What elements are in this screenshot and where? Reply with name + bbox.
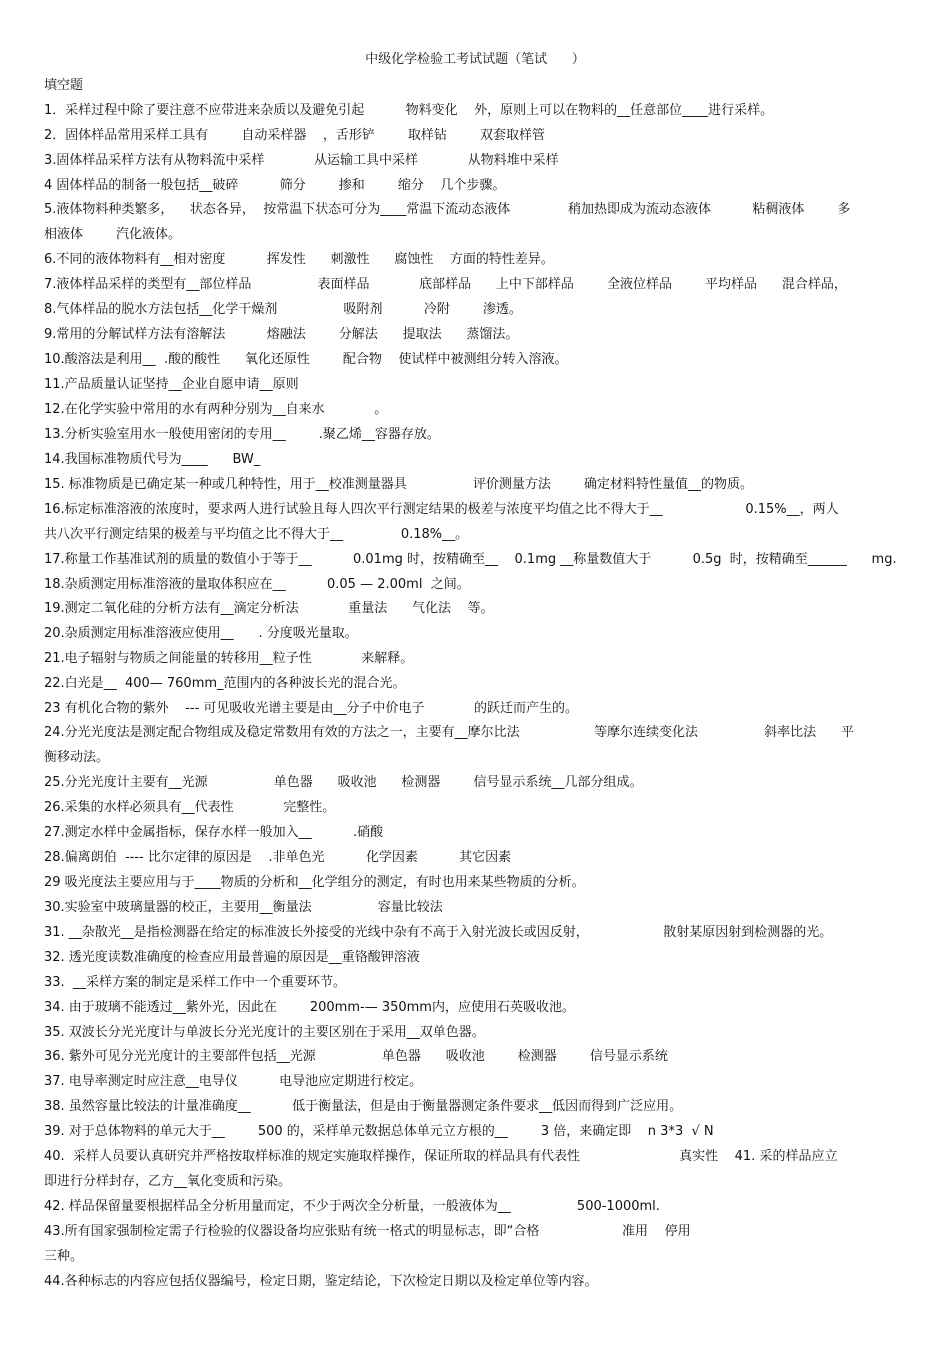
question-item: 40. 采样人员要认真研究并严格按取样标准的规定实施取样操作，保证所取的样品具有代表性 真实性 41. 采的样品应立 即进行分样封存，乙方__氧化变质和污染。: [44, 1149, 838, 1189]
question-item: 15. 标准物质是已确定某一种或几种特性，用于__校准测量器具 评价测量方法 确定材料特性量值__的物质。: [44, 477, 753, 492]
question-item: 33. __采样方案的制定是采样工作中一个重要环节。: [44, 975, 346, 990]
question-item: 38. 虽然容量比较法的计量准确度__ 低于衡量法，但是由于衡量器测定条件要求__低因而得到广泛应用。: [44, 1099, 683, 1114]
question-item: 8.气体样品的脱水方法包括__化学干燥剂 吸附剂 冷附 渗透。: [44, 302, 522, 317]
question-item: 7.液体样品采样的类型有__部位样品 表面样品 底部样品 上中下部样品 全液位样品 平均样品 混合样品，: [44, 277, 847, 292]
question-item: 27.测定水样中金属指标，保存水样一般加入__ .硝酸: [44, 825, 384, 840]
question-item: 5.液体物料种类繁多， 状态各异， 按常温下状态可分为____常温下流动态液体 稍加热即成为流动态液体 粘稠液体 多 相液体 汽化液体。: [44, 202, 851, 242]
question-item: 11.产品质量认证坚持__企业自愿申请__原则: [44, 377, 299, 392]
question-item: 18.杂质测定用标准溶液的量取体积应在__ 0.05 — 2.00ml 之间。: [44, 577, 470, 592]
question-item: 3.固体样品采样方法有从物料流中采样 从运输工具中采样 从物料堆中采样: [44, 153, 559, 168]
question-item: 21.电子辐射与物质之间能量的转移用__粒子性 来解释。: [44, 651, 414, 666]
question-item: 25.分光光度计主要有__光源 单色器 吸收池 检测器 信号显示系统__几部分组成。: [44, 775, 643, 790]
question-item: 29 吸光度法主要应用与于____物质的分析和__化学组分的测定，有时也用来某些物质的分析。: [44, 875, 585, 890]
question-item: 17.称量工作基准试剂的质量的数值小于等于__ 0.01mg 时，按精确至__ 0.1mg __称量数值大于 0.5g 时，按精确至______ mg.: [44, 552, 897, 567]
question-item: 31. __杂散光__是指检测器在给定的标准波长外接受的光线中杂有不高于入射光波长或因反射， 散射某原因射到检测器的光。: [44, 925, 833, 940]
question-item: 30.实验室中玻璃量器的校正，主要用__衡量法 容量比较法: [44, 900, 443, 915]
question-item: 9.常用的分解试样方法有溶解法 熔融法 分解法 提取法 蒸馏法。: [44, 327, 519, 342]
question-item: 12.在化学实验中常用的水有两种分别为__自来水 。: [44, 402, 388, 417]
question-item: 16.标定标准溶液的浓度时，要求两人进行试验且每人四次平行测定结果的极差与浓度平均值之比不得大于__ 0.15%__，两人 共八次平行测定结果的极差与平均值之比不得大于__ 0.18%__。: [44, 502, 839, 542]
question-item: 2．固体样品常用采样工具有 自动采样器 ，舌形铲 取样钻 双套取样管: [44, 128, 545, 143]
question-item: 23 有机化合物的紫外 --- 可见吸收光谱主要是由__分子中价电子 的跃迁而产生的。: [44, 701, 578, 716]
question-item: 35. 双波长分光光度计与单波长分光光度计的主要区别在于采用__双单色器。: [44, 1025, 485, 1040]
question-item: 43.所有国家强制检定需子行检验的仪器设备均应张贴有统一格式的明显标志，即“合格 准用 停用 三种。: [44, 1224, 691, 1264]
question-item: 26.采集的水样必须具有__代表性 完整性。: [44, 800, 336, 815]
question-item: 32. 透光度读数准确度的检查应用最普遍的原因是__重铬酸钾溶液: [44, 950, 420, 965]
question-item: 14.我国标准物质代号为____ BW_: [44, 452, 261, 467]
question-item: 36. 紫外可见分光光度计的主要部件包括__光源 单色器 吸收池 检测器 信号显示系统: [44, 1049, 668, 1064]
question-item: 39. 对于总体物料的单元大于__ 500 的，采样单元数据总体单元立方根的__ 3 倍，来确定即 n 3*3 √ N: [44, 1124, 714, 1139]
question-item: 28.偏离朗伯 ---- 比尔定律的原因是 .非单色光 化学因素 其它因素: [44, 850, 512, 865]
question-item: 42. 样品保留量要根据样品全分析用量而定，不少于两次全分析量，一般液体为__ 500-1000ml.: [44, 1199, 660, 1214]
question-item: 24.分光光度法是测定配合物组成及稳定常数用有效的方法之一，主要有__摩尔比法 等摩尔连续变化法 斜率比法 平 衡移动法。: [44, 725, 854, 765]
question-item: 13.分析实验室用水一般使用密闭的专用__ .聚乙烯__容器存放。: [44, 427, 440, 442]
question-item: 37. 电导率测定时应注意__电导仪 电导池应定期进行校定。: [44, 1074, 423, 1089]
question-item: 1．采样过程中除了要注意不应带进来杂质以及避免引起 物料变化 外，原则上可以在物料的__任意部位____进行采样。: [44, 103, 774, 118]
question-item: 19.测定二氧化硅的分析方法有__滴定分析法 重量法 气化法 等。: [44, 601, 494, 616]
question-item: 22.白光是__ 400— 760mm_范围内的各种波长光的混合光。: [44, 676, 406, 691]
question-item: 20.杂质测定用标准溶液应使用__ . 分度吸光量取。: [44, 626, 358, 641]
section-heading: 填空题: [44, 78, 84, 93]
question-item: 6.不同的液体物料有__相对密度 挥发性 刺激性 腐蚀性 方面的特性差异。: [44, 252, 554, 267]
question-item: 4 固体样品的制备一般包括__破碎 筛分 掺和 缩分 几个步骤。: [44, 178, 506, 193]
question-item: 34. 由于玻璃不能透过__紫外光，因此在 200mm-— 350mm内，应使用石英吸收池。: [44, 1000, 575, 1015]
exam-title: 中级化学检验工考试试题（笔试 ）: [365, 52, 585, 67]
question-item: 10.酸溶法是利用__ .酸的酸性 氧化还原性 配合物 使试样中被测组分转入溶液。: [44, 352, 568, 367]
question-item: 44.各种标志的内容应包括仪器编号，检定日期，鉴定结论，下次检定日期以及检定单位等内容。: [44, 1274, 598, 1289]
